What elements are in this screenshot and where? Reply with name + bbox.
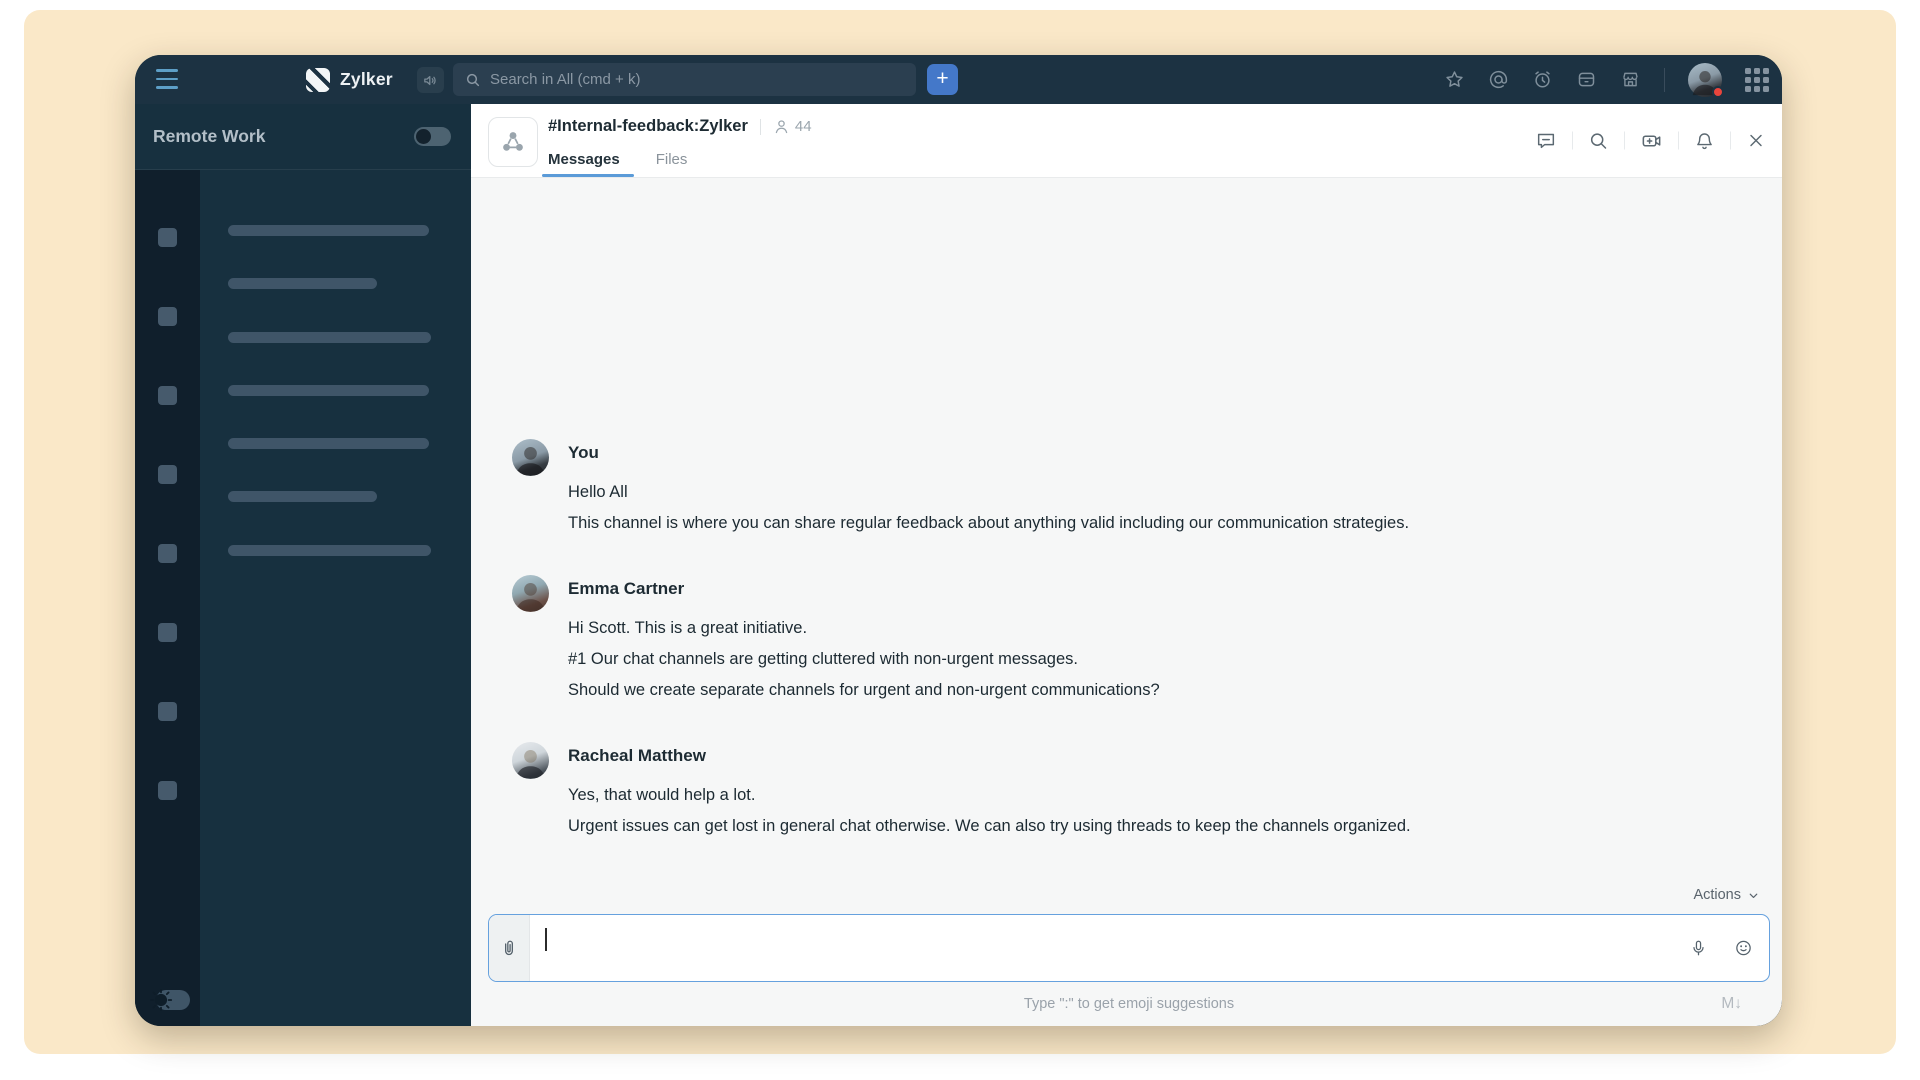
emoji-smiley-icon[interactable] xyxy=(1734,939,1753,958)
message-author: Racheal Matthew xyxy=(568,746,706,765)
tab-files[interactable]: Files xyxy=(655,151,688,168)
emoji-hint: Type ":" to get emoji suggestions xyxy=(1023,996,1235,1012)
status-badge xyxy=(1712,86,1724,98)
channel-title: #Internal-feedback:Zylker xyxy=(548,117,748,135)
chevron-down-icon[interactable] xyxy=(1747,889,1760,902)
video-call-icon[interactable] xyxy=(1640,129,1663,152)
avatar[interactable] xyxy=(512,742,549,779)
message-group xyxy=(512,575,1762,706)
title-divider xyxy=(760,119,761,135)
skeleton-channel-icon xyxy=(158,386,177,405)
skeleton-channel-bar xyxy=(228,225,429,236)
reminders-alarm-icon[interactable] xyxy=(1532,69,1553,90)
sidebar xyxy=(135,104,471,1026)
sidebar-body xyxy=(135,170,471,1026)
markdown-icon[interactable]: M↓ xyxy=(1721,995,1742,1012)
skeleton-channel-bar xyxy=(228,385,429,396)
text-cursor xyxy=(545,928,547,951)
channel-title-row xyxy=(548,117,812,136)
composer-right-icons xyxy=(1689,939,1753,958)
favorites-star-icon[interactable] xyxy=(1444,69,1465,90)
chat-header xyxy=(471,104,1782,178)
member-count-value: 44 xyxy=(794,118,812,135)
network-channel-icon xyxy=(498,127,528,157)
create-new-button[interactable]: + xyxy=(927,64,958,95)
message-text: Should we create separate channels for urgent and non-urgent communications? xyxy=(568,681,1160,699)
message-text: Urgent issues can get lost in general chat otherwise. We can also try using threads to keep the channels organized. xyxy=(568,817,1411,835)
theme-toggle[interactable] xyxy=(148,987,192,1013)
skeleton-channel-bar xyxy=(228,438,429,449)
member-count[interactable] xyxy=(773,118,812,135)
search-placeholder: Search in All (cmd + k) xyxy=(490,71,641,88)
composer-section xyxy=(471,876,1782,1026)
tab-messages[interactable]: Messages xyxy=(548,151,620,177)
main-area xyxy=(135,104,1782,1026)
marketplace-store-icon[interactable] xyxy=(1620,69,1641,90)
message-body xyxy=(568,742,1411,842)
chat-panel xyxy=(471,104,1782,1026)
storage-box-icon[interactable] xyxy=(1576,69,1597,90)
attach-file-button[interactable] xyxy=(489,915,530,981)
sidebar-icon-rail xyxy=(135,170,200,1026)
mute-speaker-icon[interactable] xyxy=(417,67,444,93)
composer-hint-row xyxy=(488,982,1770,1026)
message-group xyxy=(512,439,1762,539)
topbar xyxy=(135,55,1782,104)
skeleton-channel-icon xyxy=(158,307,177,326)
message-text: This channel is where you can share regular feedback about anything valid including our communication strategies. xyxy=(568,514,1410,532)
message-text: Hello All xyxy=(568,483,628,501)
skeleton-channel-icon xyxy=(158,228,177,247)
message-text: #1 Our chat channels are getting cluttered with non-urgent messages. xyxy=(568,650,1078,668)
user-avatar[interactable] xyxy=(1688,63,1722,97)
message-text: Hi Scott. This is a great initiative. xyxy=(568,619,808,637)
composer xyxy=(488,914,1770,982)
brand-name: Zylker xyxy=(340,69,393,89)
search-icon xyxy=(465,72,481,88)
actions-row xyxy=(488,876,1770,914)
hamburger-menu-icon[interactable] xyxy=(156,69,178,89)
message-author: You xyxy=(568,443,599,462)
app-window xyxy=(135,55,1782,1026)
brand xyxy=(306,55,393,104)
search-input[interactable] xyxy=(453,63,916,96)
comment-icon[interactable] xyxy=(1535,130,1557,152)
message-text: Yes, that would help a lot. xyxy=(568,786,756,804)
brand-logo-icon xyxy=(306,68,330,92)
remote-work-toggle[interactable] xyxy=(414,127,451,146)
message-author: Emma Cartner xyxy=(568,579,685,598)
skeleton-channel-icon xyxy=(158,544,177,563)
topbar-divider xyxy=(1664,68,1665,92)
mentions-at-icon[interactable] xyxy=(1488,69,1509,90)
bell-icon[interactable] xyxy=(1694,130,1715,151)
microphone-icon[interactable] xyxy=(1689,939,1708,958)
avatar[interactable] xyxy=(512,575,549,612)
message-group xyxy=(512,742,1762,842)
skeleton-channel-icon xyxy=(158,465,177,484)
search-icon[interactable] xyxy=(1588,130,1609,151)
skeleton-channel-icon xyxy=(158,702,177,721)
chat-header-icons xyxy=(1535,129,1766,152)
sidebar-header xyxy=(135,104,471,170)
channel-avatar xyxy=(488,117,538,167)
skeleton-channel-bar xyxy=(228,545,431,556)
skeleton-channel-bar xyxy=(228,491,377,502)
message-input[interactable] xyxy=(530,915,1769,981)
skeleton-channel-bar xyxy=(228,278,377,289)
sidebar-channel-list xyxy=(200,170,471,1026)
skeleton-channel-bar xyxy=(228,332,431,343)
message-body xyxy=(568,575,1160,706)
message-list xyxy=(471,178,1782,876)
skeleton-channel-icon xyxy=(158,781,177,800)
close-icon[interactable] xyxy=(1746,131,1766,151)
actions-dropdown[interactable]: Actions xyxy=(1693,887,1741,903)
message-body xyxy=(568,439,1409,539)
avatar[interactable] xyxy=(512,439,549,476)
chat-tabs xyxy=(548,151,687,177)
paperclip-icon xyxy=(499,938,519,958)
theme-toggle-sun-icon xyxy=(148,987,174,1013)
topbar-right-icons xyxy=(1444,55,1769,104)
person-icon xyxy=(773,118,790,135)
skeleton-channel-icon xyxy=(158,623,177,642)
sidebar-section-title: Remote Work xyxy=(153,126,266,146)
apps-grid-icon[interactable] xyxy=(1745,68,1769,92)
